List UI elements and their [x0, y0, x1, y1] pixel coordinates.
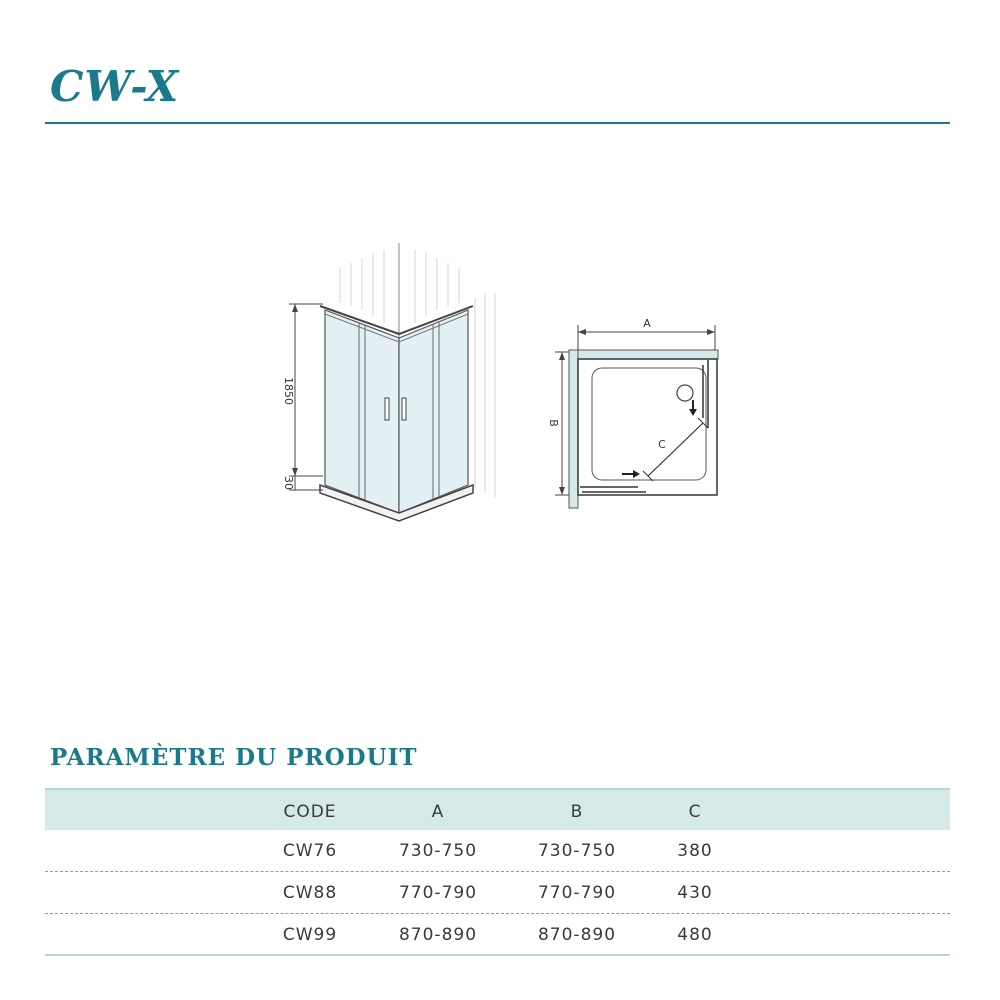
- cell-c: 430: [677, 883, 713, 903]
- title-divider: [45, 122, 950, 124]
- cell-b: 730-750: [537, 841, 617, 861]
- header-b: B: [570, 802, 584, 822]
- page-title: CW-X: [50, 62, 180, 111]
- header-code: CODE: [283, 802, 337, 822]
- header-a: A: [431, 802, 445, 822]
- height-dimension-label: 1850: [282, 377, 295, 405]
- cell-a: 730-750: [398, 841, 478, 861]
- diagonal-c-label: C: [658, 438, 666, 451]
- enclosure-top-view-drawing: [540, 310, 740, 520]
- cell-code: CW76: [282, 841, 338, 861]
- cell-b: 870-890: [537, 925, 617, 945]
- table-header-row: [45, 788, 950, 830]
- cell-a: 770-790: [398, 883, 478, 903]
- section-title: PARAMÈTRE DU PRODUIT: [50, 744, 418, 771]
- cell-c: 480: [677, 925, 713, 945]
- product-parameters-table: [45, 788, 950, 956]
- table-row: [45, 872, 950, 914]
- depth-b-label: B: [547, 419, 560, 427]
- table-row: [45, 914, 950, 956]
- enclosure-perspective-drawing: [265, 238, 525, 538]
- cell-a: 870-890: [398, 925, 478, 945]
- table-row: [45, 830, 950, 872]
- cell-c: 380: [677, 841, 713, 861]
- width-a-label: A: [643, 317, 651, 330]
- cell-code: CW88: [282, 883, 338, 903]
- header-c: C: [688, 802, 702, 822]
- cell-b: 770-790: [537, 883, 617, 903]
- cell-code: CW99: [282, 925, 338, 945]
- base-dimension-label: 30: [282, 476, 295, 490]
